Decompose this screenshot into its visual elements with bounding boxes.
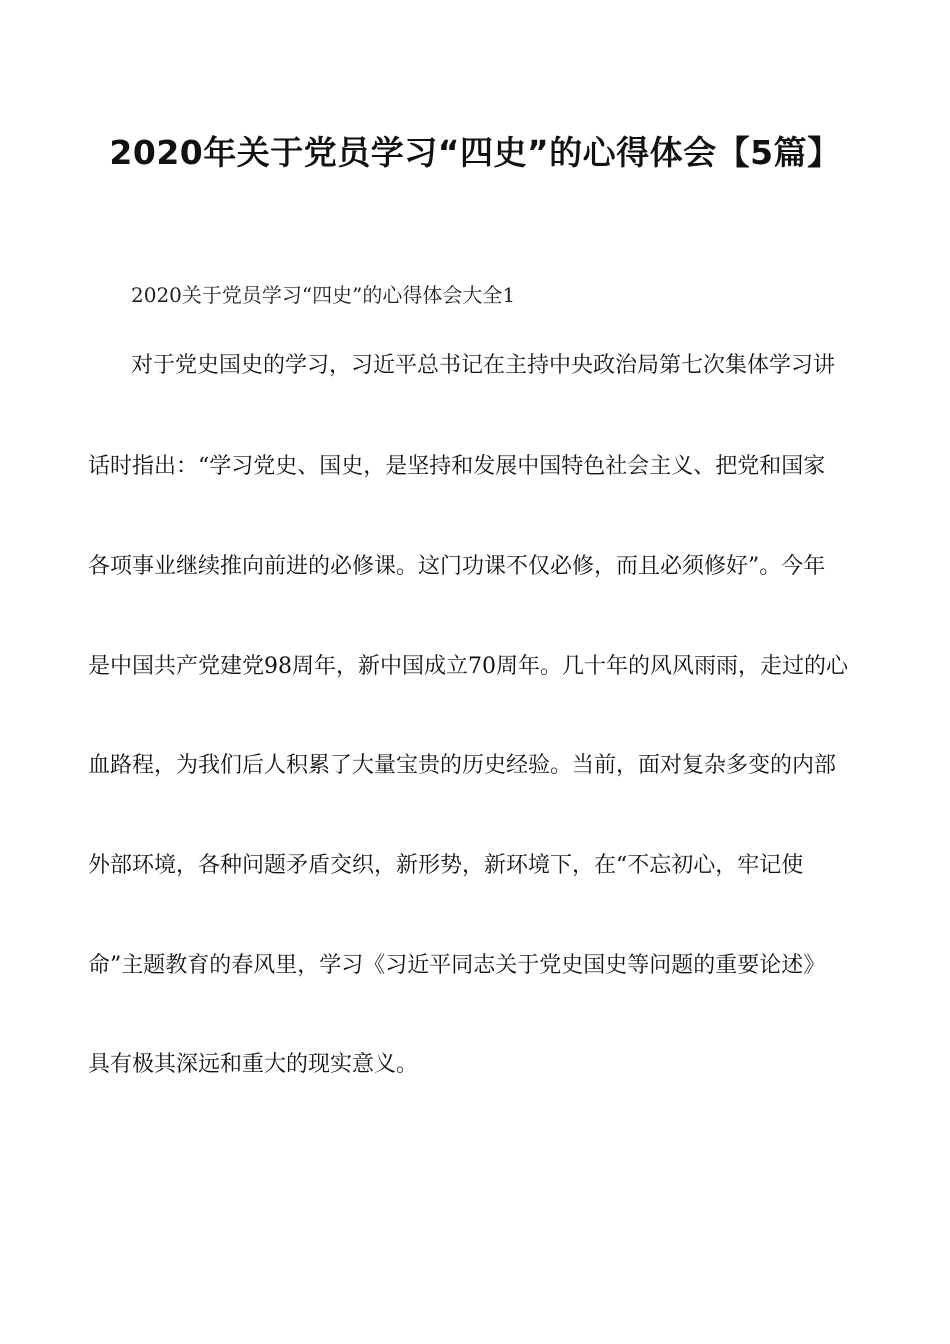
paragraph-line: 具有极其深远和重大的现实意义。 (88, 1052, 419, 1077)
paragraph-line: 血路程，为我们后人积累了大量宝贵的历史经验。当前，面对复杂多变的内部 (88, 753, 837, 778)
paragraph-line: 是中国共产党建党98周年，新中国成立70周年。几十年的风风雨雨，走过的心 (88, 654, 848, 679)
paragraph-line: 对于党史国史的学习，习近平总书记在主持中央政治局第七次集体学习讲 (131, 353, 836, 378)
paragraph-line: 命”主题教育的春风里，学习《习近平同志关于党史国史等问题的重要论述》 (88, 953, 826, 978)
section-heading: 2020关于党员学习“四史”的心得体会大全1 (131, 283, 516, 307)
paragraph-line: 外部环境，各种问题矛盾交织，新形势，新环境下，在“不忘初心，牢记使 (88, 853, 804, 878)
paragraph-line: 各项事业继续推向前进的必修课。这门功课不仅必修，而且必须修好”。今年 (88, 554, 826, 579)
paragraph-line: 话时指出：“学习党史、国史，是坚持和发展中国特色社会主义、把党和国家 (88, 454, 826, 479)
document-title: 2020年关于党员学习“四史”的心得体会【5篇】 (109, 133, 841, 172)
